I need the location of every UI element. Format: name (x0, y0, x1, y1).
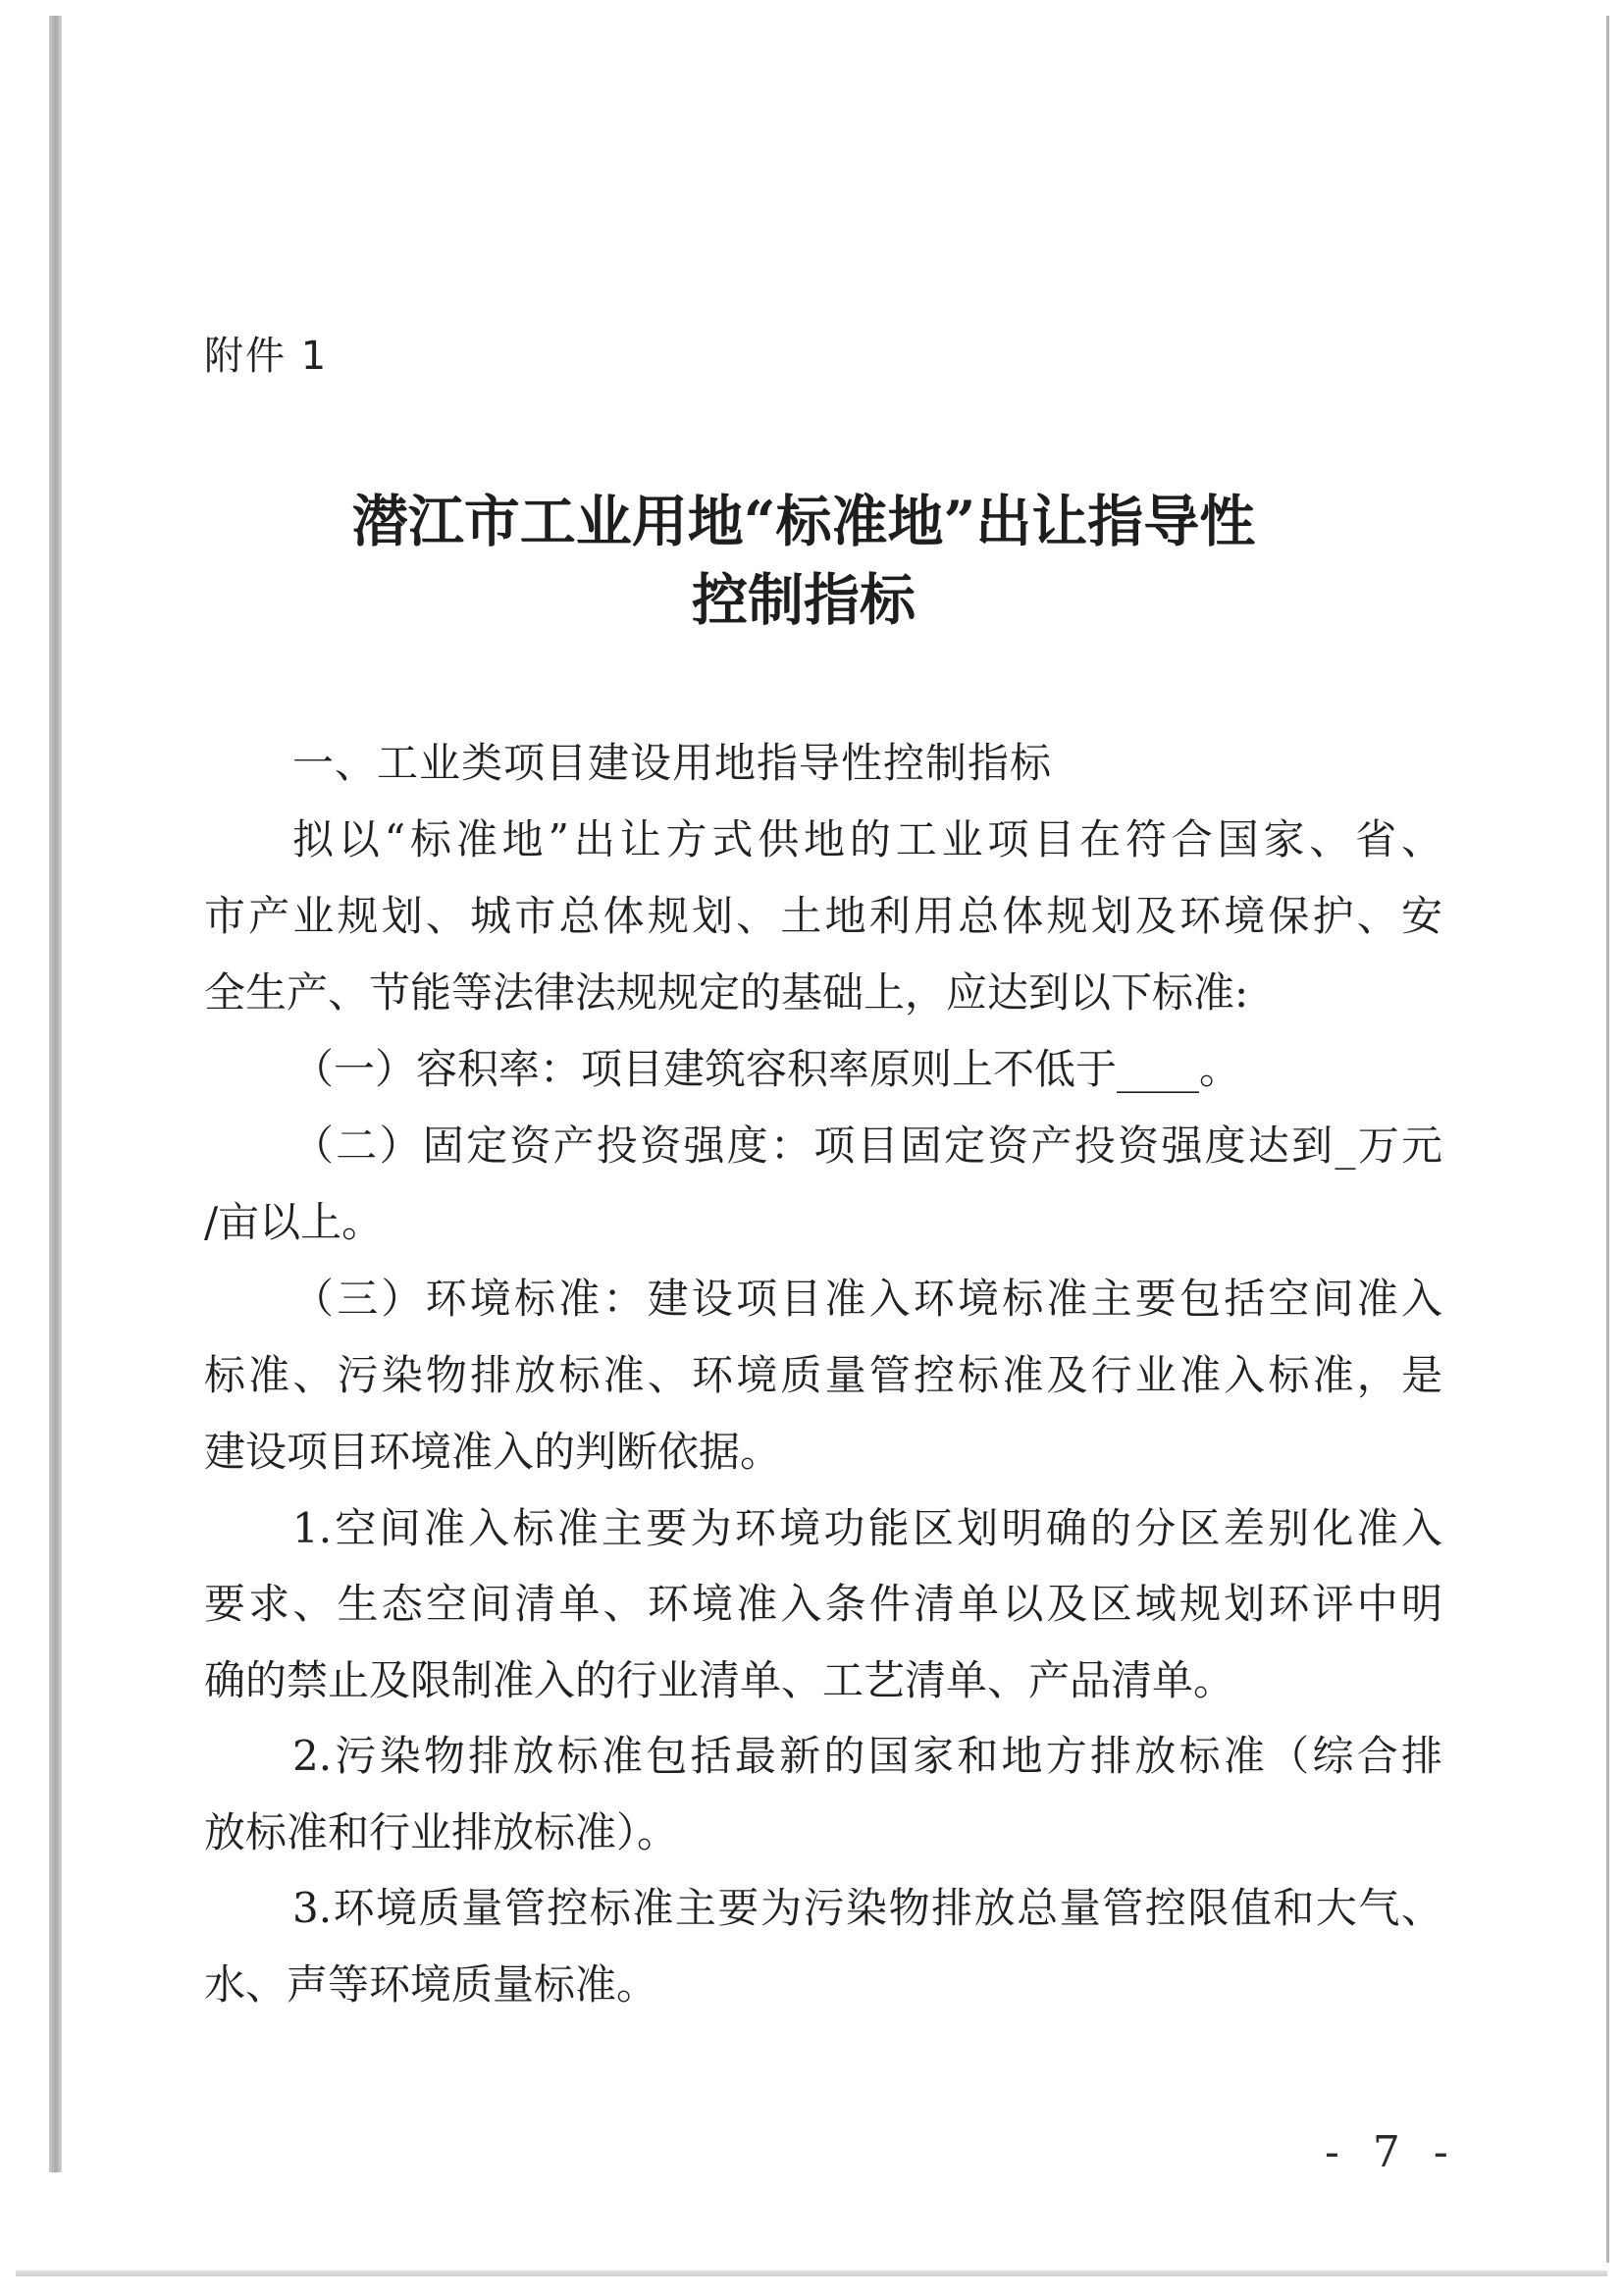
scan-border-bottom (16, 2270, 1607, 2276)
page-number: - 7 - (1325, 2127, 1458, 2177)
document-title-line-1: 潜江市工业用地“标准地”出让指导性 (351, 489, 1256, 554)
scan-border-right (1606, 16, 1609, 2263)
list-item-3: 3.环境质量管控标准主要为污染物排放总量管控限值和大气、 (292, 1884, 1442, 1932)
paragraph-line: 确的禁止及限制准入的行业清单、工艺清单、产品清单。 (204, 1656, 1235, 1704)
paragraph-line: 建设项目环境准入的判断依据。 (204, 1428, 782, 1476)
paragraph-line: 市产业规划、城市总体规划、土地利用总体规划及环境保护、安 (204, 892, 1442, 940)
paragraph-line: 放标准和行业排放标准）。 (204, 1808, 679, 1856)
paragraph-line: 水、声等环境质量标准。 (204, 1960, 658, 2009)
paragraph-line: /亩以上。 (204, 1198, 384, 1246)
paragraph-line: 拟以“标准地”出让方式供地的工业项目在符合国家、省、 (292, 815, 1442, 863)
paragraph-line-investment-intensity: （二）固定资产投资强度：项目固定资产投资强度达到_万元 (292, 1122, 1442, 1170)
paragraph-line: 全生产、节能等法律法规规定的基础上，应达到以下标准: (204, 968, 1249, 1017)
list-item-2: 2.污染物排放标准包括最新的国家和地方排放标准（综合排 (292, 1732, 1442, 1780)
annex-label: 附件 1 (204, 334, 329, 379)
paragraph-line: 要求、生态空间清单、环境准入条件清单以及区域规划环评中明 (204, 1580, 1442, 1628)
list-item-1: 1.空间准入标准主要为环境功能区划明确的分区差别化准入 (292, 1504, 1442, 1552)
scan-border-left (49, 16, 62, 2172)
document-title-line-2: 控制指标 (692, 567, 916, 633)
paragraph-line: 标准、污染物排放标准、环境质量管控标准及行业准入标准，是 (204, 1351, 1442, 1399)
paragraph-line-floor-area-ratio: （一）容积率：项目建筑容积率原则上不低于____。 (292, 1045, 1241, 1093)
section-heading: 一、工业类项目建设用地指导性控制指标 (292, 739, 1053, 787)
paragraph-line-environment-standard: （三）环境标准：建设项目准入环境标准主要包括空间准入 (292, 1275, 1442, 1323)
